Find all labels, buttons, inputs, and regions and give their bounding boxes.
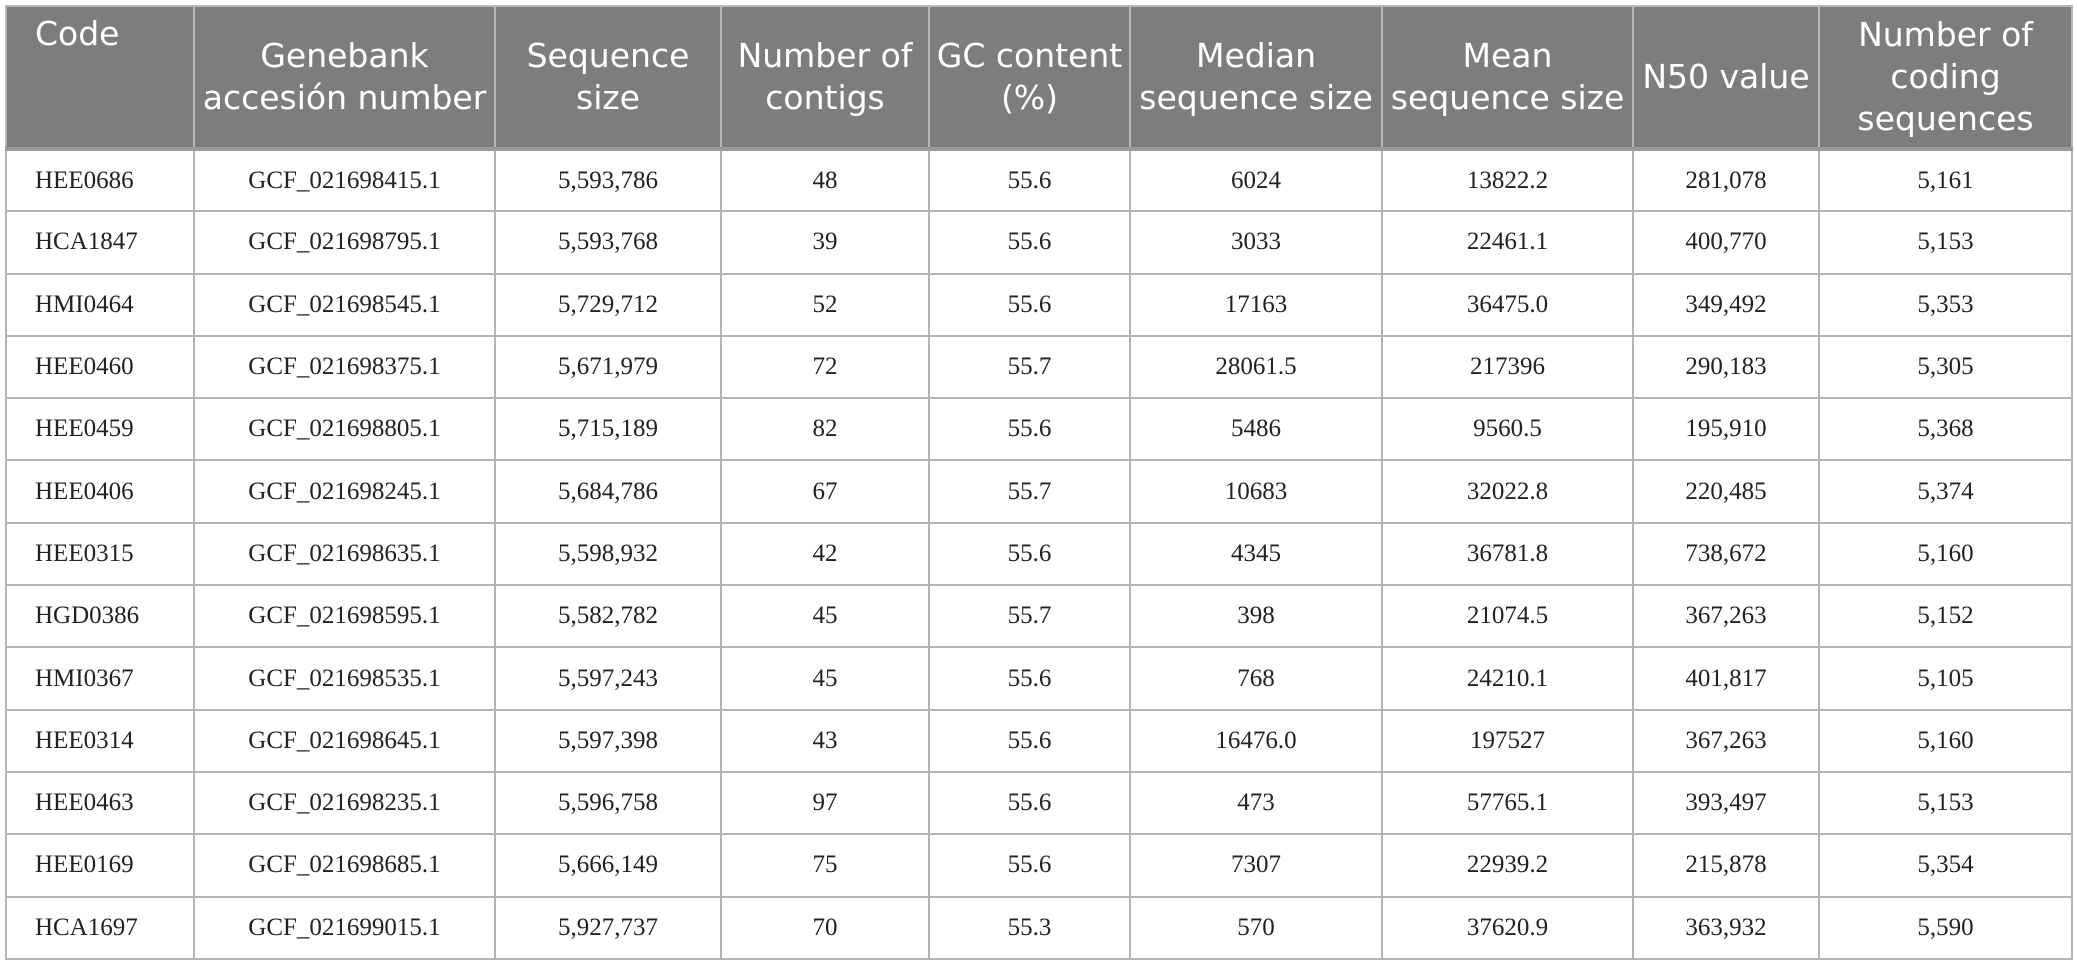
cell-accession: GCF_021698595.1 [194, 585, 495, 647]
cell-sequence-size: 5,597,398 [495, 710, 721, 772]
cell-mean-size: 22461.1 [1382, 211, 1633, 273]
cell-coding-sequences: 5,374 [1819, 460, 2072, 522]
table-row [6, 585, 2072, 647]
cell-accession: GCF_021698235.1 [194, 772, 495, 834]
cell-mean-size: 217396 [1382, 336, 1633, 398]
cell-contigs: 39 [721, 211, 929, 273]
cell-code: HEE0315 [6, 523, 194, 585]
table-row [6, 897, 2072, 959]
cell-contigs: 43 [721, 710, 929, 772]
cell-sequence-size: 5,671,979 [495, 336, 721, 398]
cell-n50: 349,492 [1633, 274, 1819, 336]
column-header-n50-value: N50 value [1633, 6, 1819, 149]
cell-coding-sequences: 5,153 [1819, 772, 2072, 834]
cell-sequence-size: 5,729,712 [495, 274, 721, 336]
cell-gc-content: 55.6 [929, 274, 1130, 336]
table-row [6, 523, 2072, 585]
cell-n50: 363,932 [1633, 897, 1819, 959]
cell-sequence-size: 5,715,189 [495, 398, 721, 460]
cell-code: HEE0686 [6, 149, 194, 211]
cell-code: HEE0463 [6, 772, 194, 834]
cell-coding-sequences: 5,353 [1819, 274, 2072, 336]
cell-median-size: 10683 [1130, 460, 1382, 522]
cell-sequence-size: 5,582,782 [495, 585, 721, 647]
cell-accession: GCF_021698245.1 [194, 460, 495, 522]
cell-accession: GCF_021698645.1 [194, 710, 495, 772]
cell-n50: 281,078 [1633, 149, 1819, 211]
genome-assembly-table [5, 5, 2073, 960]
cell-median-size: 17163 [1130, 274, 1382, 336]
cell-n50: 215,878 [1633, 834, 1819, 896]
cell-accession: GCF_021698535.1 [194, 647, 495, 709]
cell-sequence-size: 5,684,786 [495, 460, 721, 522]
genome-table-container [5, 5, 2071, 960]
cell-code: HEE0169 [6, 834, 194, 896]
cell-code: HEE0460 [6, 336, 194, 398]
cell-gc-content: 55.6 [929, 211, 1130, 273]
cell-coding-sequences: 5,354 [1819, 834, 2072, 896]
column-header-number-of-contigs: Number of contigs [721, 6, 929, 149]
cell-coding-sequences: 5,305 [1819, 336, 2072, 398]
cell-accession: GCF_021698805.1 [194, 398, 495, 460]
cell-contigs: 45 [721, 647, 929, 709]
table-row [6, 647, 2072, 709]
cell-contigs: 45 [721, 585, 929, 647]
column-header-code: Code [6, 6, 194, 149]
cell-sequence-size: 5,598,932 [495, 523, 721, 585]
cell-contigs: 82 [721, 398, 929, 460]
table-row [6, 398, 2072, 460]
cell-sequence-size: 5,597,243 [495, 647, 721, 709]
cell-mean-size: 22939.2 [1382, 834, 1633, 896]
cell-mean-size: 57765.1 [1382, 772, 1633, 834]
column-header-mean-sequence-size: Mean sequence size [1382, 6, 1633, 149]
table-row [6, 834, 2072, 896]
cell-n50: 290,183 [1633, 336, 1819, 398]
cell-mean-size: 9560.5 [1382, 398, 1633, 460]
cell-contigs: 72 [721, 336, 929, 398]
cell-gc-content: 55.6 [929, 523, 1130, 585]
cell-accession: GCF_021699015.1 [194, 897, 495, 959]
cell-code: HMI0367 [6, 647, 194, 709]
table-row [6, 149, 2072, 211]
cell-accession: GCF_021698635.1 [194, 523, 495, 585]
cell-median-size: 5486 [1130, 398, 1382, 460]
cell-coding-sequences: 5,105 [1819, 647, 2072, 709]
column-header-gc-content: GC content (%) [929, 6, 1130, 149]
cell-code: HGD0386 [6, 585, 194, 647]
cell-sequence-size: 5,596,758 [495, 772, 721, 834]
cell-gc-content: 55.6 [929, 398, 1130, 460]
cell-median-size: 7307 [1130, 834, 1382, 896]
column-header-sequence-size: Sequence size [495, 6, 721, 149]
cell-gc-content: 55.6 [929, 149, 1130, 211]
cell-n50: 367,263 [1633, 710, 1819, 772]
cell-contigs: 70 [721, 897, 929, 959]
cell-gc-content: 55.7 [929, 336, 1130, 398]
cell-mean-size: 37620.9 [1382, 897, 1633, 959]
column-header-median-sequence-size: Median sequence size [1130, 6, 1382, 149]
cell-gc-content: 55.7 [929, 585, 1130, 647]
cell-n50: 738,672 [1633, 523, 1819, 585]
cell-accession: GCF_021698545.1 [194, 274, 495, 336]
cell-coding-sequences: 5,160 [1819, 523, 2072, 585]
cell-n50: 367,263 [1633, 585, 1819, 647]
cell-sequence-size: 5,593,786 [495, 149, 721, 211]
cell-contigs: 42 [721, 523, 929, 585]
cell-code: HEE0314 [6, 710, 194, 772]
cell-gc-content: 55.7 [929, 460, 1130, 522]
cell-coding-sequences: 5,152 [1819, 585, 2072, 647]
cell-mean-size: 32022.8 [1382, 460, 1633, 522]
cell-median-size: 570 [1130, 897, 1382, 959]
cell-gc-content: 55.6 [929, 772, 1130, 834]
cell-mean-size: 36475.0 [1382, 274, 1633, 336]
cell-median-size: 4345 [1130, 523, 1382, 585]
cell-median-size: 28061.5 [1130, 336, 1382, 398]
table-row [6, 772, 2072, 834]
cell-median-size: 6024 [1130, 149, 1382, 211]
cell-accession: GCF_021698375.1 [194, 336, 495, 398]
cell-accession: GCF_021698415.1 [194, 149, 495, 211]
column-header-number-of-coding-sequences: Number of coding sequences [1819, 6, 2072, 149]
cell-n50: 393,497 [1633, 772, 1819, 834]
table-row [6, 336, 2072, 398]
cell-coding-sequences: 5,160 [1819, 710, 2072, 772]
table-header [6, 6, 2072, 149]
column-header-genebank-accession: Genebank accesión number [194, 6, 495, 149]
cell-code: HEE0406 [6, 460, 194, 522]
cell-sequence-size: 5,666,149 [495, 834, 721, 896]
cell-gc-content: 55.3 [929, 897, 1130, 959]
cell-n50: 195,910 [1633, 398, 1819, 460]
cell-coding-sequences: 5,153 [1819, 211, 2072, 273]
cell-code: HCA1847 [6, 211, 194, 273]
cell-median-size: 768 [1130, 647, 1382, 709]
table-row [6, 710, 2072, 772]
cell-mean-size: 197527 [1382, 710, 1633, 772]
cell-median-size: 3033 [1130, 211, 1382, 273]
table-row [6, 274, 2072, 336]
cell-code: HMI0464 [6, 274, 194, 336]
cell-coding-sequences: 5,161 [1819, 149, 2072, 211]
cell-median-size: 16476.0 [1130, 710, 1382, 772]
cell-n50: 400,770 [1633, 211, 1819, 273]
cell-contigs: 67 [721, 460, 929, 522]
cell-accession: GCF_021698685.1 [194, 834, 495, 896]
cell-sequence-size: 5,593,768 [495, 211, 721, 273]
cell-gc-content: 55.6 [929, 647, 1130, 709]
cell-code: HCA1697 [6, 897, 194, 959]
cell-sequence-size: 5,927,737 [495, 897, 721, 959]
cell-mean-size: 24210.1 [1382, 647, 1633, 709]
cell-n50: 401,817 [1633, 647, 1819, 709]
table-row [6, 211, 2072, 273]
table-body [6, 149, 2072, 959]
cell-accession: GCF_021698795.1 [194, 211, 495, 273]
cell-gc-content: 55.6 [929, 834, 1130, 896]
cell-coding-sequences: 5,368 [1819, 398, 2072, 460]
cell-mean-size: 13822.2 [1382, 149, 1633, 211]
cell-code: HEE0459 [6, 398, 194, 460]
cell-median-size: 398 [1130, 585, 1382, 647]
table-row [6, 460, 2072, 522]
cell-contigs: 52 [721, 274, 929, 336]
cell-n50: 220,485 [1633, 460, 1819, 522]
cell-contigs: 48 [721, 149, 929, 211]
cell-mean-size: 36781.8 [1382, 523, 1633, 585]
cell-median-size: 473 [1130, 772, 1382, 834]
header-row [6, 6, 2072, 149]
cell-mean-size: 21074.5 [1382, 585, 1633, 647]
cell-contigs: 97 [721, 772, 929, 834]
cell-contigs: 75 [721, 834, 929, 896]
cell-coding-sequences: 5,590 [1819, 897, 2072, 959]
cell-gc-content: 55.6 [929, 710, 1130, 772]
